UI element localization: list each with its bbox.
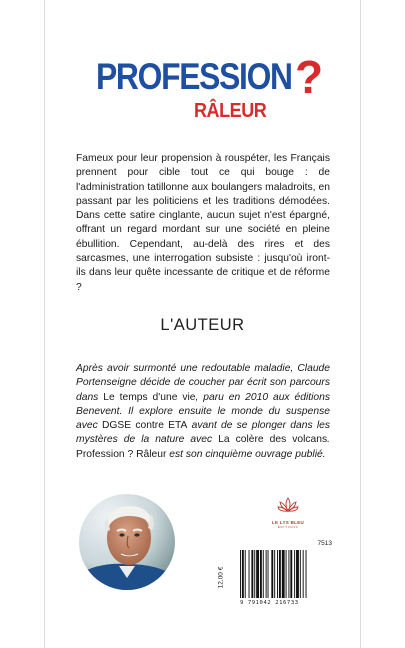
barcode-bars <box>240 550 334 600</box>
bio-text-segment: est son cinquième ouvrage publié. <box>166 448 326 460</box>
barcode-bar <box>242 550 244 598</box>
barcode-bar <box>274 550 275 598</box>
barcode-bar <box>290 550 292 598</box>
book-title <box>92 50 322 130</box>
lotus-flower-icon <box>277 496 299 516</box>
barcode-bar <box>249 550 250 598</box>
barcode-bar <box>251 550 253 598</box>
bio-text-segment: , paru en 2010 aux éditions Benevent. Il explore ensuite le monde du suspense avec <box>76 391 330 432</box>
publisher-subtitle: ÉDITIONS <box>277 525 299 529</box>
publisher-logo <box>268 496 308 536</box>
barcode-bar <box>286 550 287 598</box>
bio-text-segment: Après avoir surmonté une redoutable maladie, Claude Portenseigne décide de coucher par écrit son parcours dans <box>76 363 330 403</box>
barcode-code: 7513 <box>317 540 332 547</box>
author-bio <box>76 362 330 462</box>
barcode-bar <box>303 550 304 598</box>
barcode-bar <box>279 550 281 598</box>
author-portrait-image <box>79 494 175 590</box>
barcode-area <box>217 540 334 610</box>
book-title-mention: DGSE contre ETA <box>101 420 188 432</box>
barcode-bar <box>306 550 307 598</box>
barcode-bar <box>271 550 273 598</box>
barcode-bar <box>277 550 278 598</box>
barcode-bar <box>282 550 285 598</box>
barcode-bar <box>256 550 259 598</box>
barcode-bar <box>263 550 264 598</box>
barcode-bar <box>296 550 299 598</box>
book-title-mention: Profession ? Râleur <box>76 448 167 460</box>
title-question-mark: ? <box>295 51 324 103</box>
author-photo <box>79 494 175 590</box>
bio-text-segment: avant de se plonger dans les mystères de la nature avec <box>76 420 330 446</box>
barcode-bar <box>245 550 246 598</box>
barcode-bar <box>254 550 255 598</box>
synopsis-text: Fameux pour leur propension à rouspéter, les Français prennent pour cible tout ce qui bouge : de l'administration tatillonne aux boulangers maladroits, en passant par les politiciens et les traditions démodées. Dans cette satire cinglante, aucun sujet n'est épargné, offrant un regard mordant sur une société en pleine ébullition. Cependant, au-delà des rires et des sarcasmes, une interrogation subsiste : jusqu'où iront-ils dans leur quête incessante de critique et de réforme ? <box>76 153 330 293</box>
barcode-bar <box>260 550 262 598</box>
bio-text-segment: . <box>327 434 330 446</box>
barcode-bar <box>294 550 295 598</box>
title-main: PROFESSION <box>96 56 292 97</box>
title-subtitle: RÂLEUR <box>194 100 267 122</box>
barcode-bar <box>266 550 267 598</box>
barcode-bar <box>300 550 301 598</box>
author-heading: L'AUTEUR <box>160 316 245 334</box>
barcode-bar <box>240 550 241 598</box>
book-title-mention: La colère des volcans <box>218 434 328 446</box>
book-title-mention: Le temps d'une vie <box>103 391 196 403</box>
barcode-bar <box>268 550 269 598</box>
price-label <box>217 554 236 602</box>
barcode-bar <box>288 550 289 598</box>
publisher-name: LE LYS BLEU <box>271 520 305 525</box>
price-text: 12,00 € <box>217 566 225 589</box>
barcode-digits: 9 791042 216733 <box>240 600 299 606</box>
